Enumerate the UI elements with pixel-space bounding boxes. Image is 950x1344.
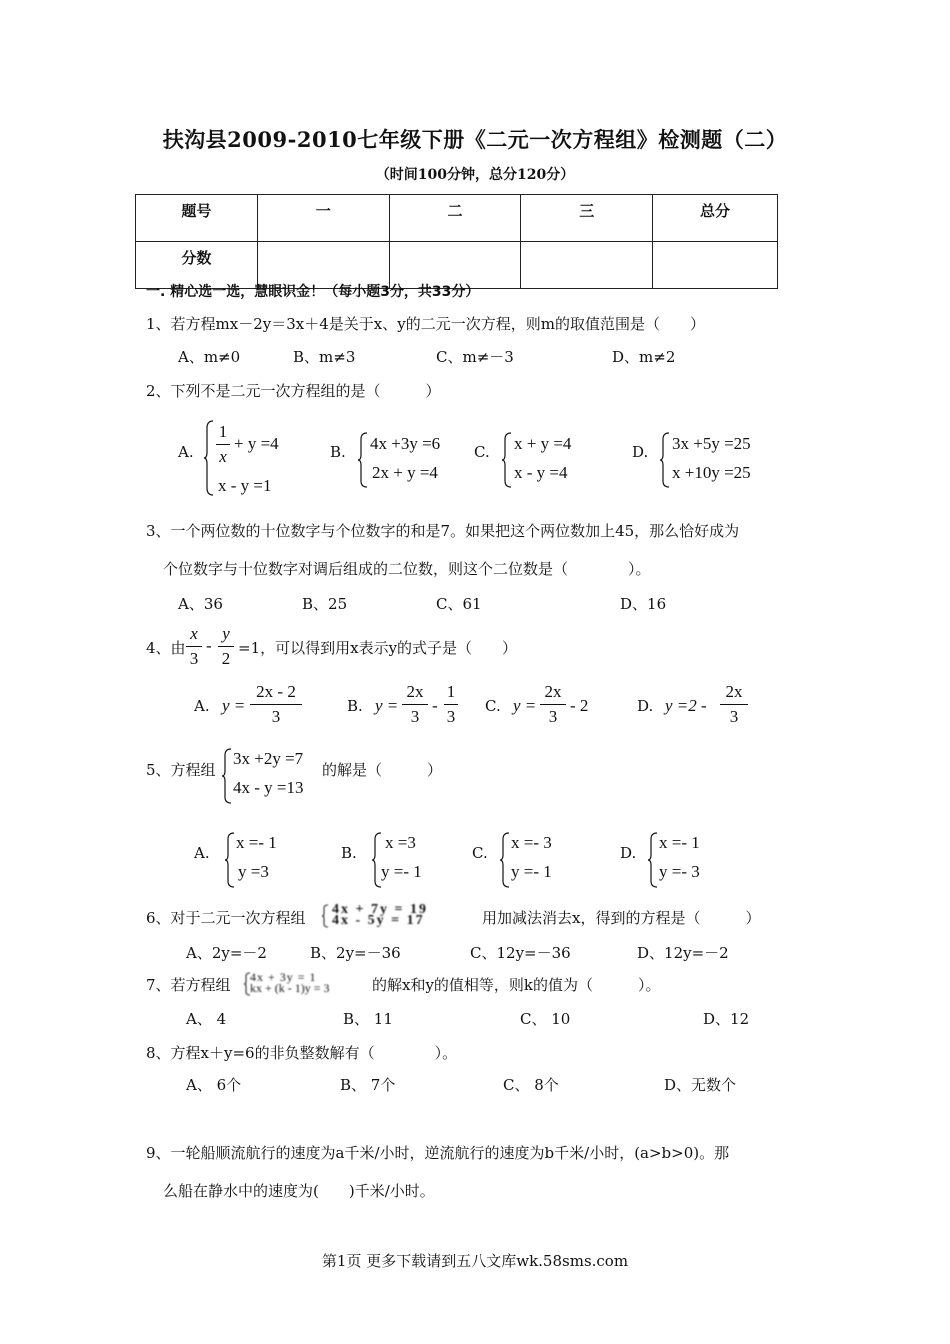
q4-d-fraction [720, 682, 748, 727]
q5-option-d-system [648, 832, 718, 888]
q2-system-c [502, 432, 592, 488]
question-5-suffix: 的解是（ ） [322, 761, 443, 779]
frac-den: 3 [548, 707, 558, 726]
q7-system [242, 972, 372, 996]
q2-b-eq1: 4x +3y =6 [370, 434, 441, 453]
q7-eq2: kx + (k - 1)y = 3 [250, 981, 330, 995]
q4-b-lhs: y = [375, 696, 399, 715]
page-subtitle: （时间100分钟，总分120分） [375, 167, 575, 183]
q4-fraction-y2 [218, 624, 234, 669]
q5-a-x: x =- 1 [236, 833, 277, 852]
frac-bar [402, 704, 428, 705]
question-3-line-1: 3、一个两位数的十位数字与个位数字的和是7。如果把这个两位数加上45，那么恰好成为 [146, 522, 740, 540]
q6-option-c: C、12y=－36 [470, 944, 571, 962]
q2-a-frac-den: x [219, 447, 227, 466]
q3-option-c: C、61 [436, 595, 482, 613]
frac-den: 3 [189, 649, 199, 668]
q5-eq1: 3x +2y =7 [233, 749, 304, 768]
q4-label-c: C. [485, 697, 501, 715]
q2-system-b [358, 432, 468, 488]
q5-option-a-system [225, 832, 295, 888]
brace-icon [222, 748, 232, 804]
q3-option-a: A、36 [178, 595, 223, 613]
brace-icon [225, 832, 235, 888]
q2-label-d: D. [632, 443, 649, 461]
q3-option-b: B、25 [302, 595, 348, 613]
frac-bar [540, 704, 566, 705]
question-6-suffix: 用加减法消去x，得到的方程是（ ） [482, 909, 761, 927]
q4-a-fraction [250, 682, 302, 727]
question-7-prefix: 7、若方程组 [146, 976, 231, 994]
question-4-suffix: =1，可以得到用x表示y的式子是（ ） [238, 639, 518, 657]
q5-b-y: y =- 1 [381, 862, 422, 881]
brace-icon [500, 832, 510, 888]
frac-bar [444, 704, 458, 705]
q5-c-y: y =- 1 [511, 862, 552, 881]
section-heading: 一. 精心选一选，慧眼识金！（每小题3分，共33分） [146, 284, 480, 300]
q2-system-a [204, 420, 304, 500]
q4-label-b: B. [347, 697, 363, 715]
q1-option-d: D、m≠2 [612, 348, 676, 366]
frac-num: 2x - 2 [256, 682, 296, 701]
q4-c-fraction [540, 682, 566, 727]
frac-den: 3 [446, 707, 456, 726]
question-9-line-2: 么船在静水中的速度为( )千米/小时。 [163, 1182, 435, 1200]
q2-label-a: A. [178, 443, 194, 461]
q5-label-c: C. [472, 844, 488, 862]
brace-icon [320, 904, 330, 928]
q6-option-d: D、12y=－2 [637, 944, 729, 962]
q4-b-fraction-1 [402, 682, 428, 727]
q2-a-eq1-rest: + y =4 [234, 434, 279, 453]
page-footer: 第1页 更多下载请到五八文库wk.58sms.com [321, 1252, 629, 1270]
frac-bar [216, 444, 230, 445]
q4-a-lhs: y = [222, 696, 246, 715]
q2-d-eq1: 3x +5y =25 [672, 434, 751, 453]
q2-a-frac-num: 1 [218, 422, 228, 441]
frac-num: y [222, 624, 230, 643]
frac-bar [250, 704, 302, 705]
q7-eq1: 4x + 3y = 1 [250, 970, 317, 984]
frac-num: 1 [446, 682, 456, 701]
q2-a-fraction [216, 422, 230, 467]
q4-c-rest: - 2 [570, 696, 589, 715]
brace-icon [204, 420, 214, 496]
q1-option-a: A、m≠0 [178, 348, 241, 366]
q8-option-b: B、 7个 [340, 1076, 396, 1094]
q5-eq2: 4x - y =13 [233, 778, 304, 797]
q4-label-a: A. [194, 697, 210, 715]
q7-option-d: D、12 [703, 1010, 750, 1028]
q4-d-lhs: y =2 - [665, 696, 707, 715]
q4-minus: - [206, 636, 212, 655]
brace-icon [502, 432, 512, 488]
q5-d-y: y =- 3 [659, 862, 700, 881]
table-cell: 三 [521, 195, 653, 242]
q5-d-x: x =- 1 [659, 833, 700, 852]
frac-num: 2x [406, 682, 424, 701]
q8-option-d: D、无数个 [664, 1076, 737, 1094]
table-cell: 总分 [653, 195, 778, 242]
q6-option-a: A、2y=－2 [186, 944, 267, 962]
q2-system-d [660, 432, 780, 488]
table-cell: 分数 [136, 242, 258, 289]
question-1: 1、若方程mx－2y＝3x＋4是关于x、y的二元一次方程，则m的取值范围是（ ） [146, 315, 705, 333]
score-input-cell[interactable] [653, 242, 778, 289]
q5-label-a: A. [194, 844, 210, 862]
frac-den: 3 [271, 707, 281, 726]
page-title: 扶沟县2009-2010七年级下册《二元一次方程组》检测题（二） [162, 127, 788, 152]
q3-option-d: D、16 [620, 595, 667, 613]
q1-option-b: B、m≠3 [293, 348, 356, 366]
table-cell: 题号 [136, 195, 258, 242]
frac-den: 3 [410, 707, 420, 726]
q4-c-lhs: y = [513, 696, 537, 715]
score-input-cell[interactable] [521, 242, 653, 289]
q2-label-b: B. [330, 443, 346, 461]
q5-option-b-system [372, 832, 442, 888]
q1-option-c: C、m≠－3 [436, 348, 514, 366]
q2-c-eq1: x + y =4 [514, 434, 572, 453]
q2-b-eq2: 2x + y =4 [372, 463, 438, 482]
question-8: 8、方程x＋y=6的非负整数解有（ ）。 [146, 1044, 458, 1062]
question-5-prefix: 5、方程组 [146, 761, 216, 779]
q5-label-d: D. [620, 844, 637, 862]
q6-eq1: 4x + 7y = 19 [332, 902, 428, 917]
table-cell: 一 [257, 195, 389, 242]
score-table [135, 194, 778, 289]
frac-num: 2x [544, 682, 562, 701]
q7-option-c: C、 10 [520, 1010, 571, 1028]
frac-den: 3 [729, 707, 739, 726]
table-row [136, 195, 778, 242]
frac-bar [186, 646, 202, 647]
brace-icon [660, 432, 670, 488]
frac-den: 2 [221, 649, 231, 668]
q4-b-fraction-2 [444, 682, 458, 727]
frac-bar [218, 646, 234, 647]
q6-option-b: B、2y=－36 [310, 944, 401, 962]
q5-system [222, 748, 322, 804]
q2-a-eq2: x - y =1 [218, 476, 272, 495]
q8-option-c: C、 8个 [503, 1076, 559, 1094]
q4-b-minus: - [432, 696, 438, 715]
table-cell: 二 [389, 195, 521, 242]
brace-icon [648, 832, 658, 888]
q5-c-x: x =- 3 [511, 833, 552, 852]
q4-label-d: D. [637, 697, 654, 715]
question-4-prefix: 4、由 [146, 639, 186, 657]
frac-num: 2x [725, 682, 743, 701]
q6-eq2: 4x - 5y = 17 [332, 913, 425, 928]
question-7-suffix: 的解x和y的值相等，则k的值为（ ）。 [372, 976, 661, 994]
q2-label-c: C. [474, 443, 490, 461]
q8-option-a: A、 6个 [186, 1076, 242, 1094]
q5-label-b: B. [341, 844, 357, 862]
frac-bar [720, 704, 748, 705]
question-9-line-1: 9、一轮船顺流航行的速度为a千米/小时，逆流航行的速度为b千米/小时，(a>b>0)。那 [146, 1144, 730, 1162]
frac-num: x [190, 624, 198, 643]
q2-c-eq2: x - y =4 [514, 463, 568, 482]
brace-icon [358, 432, 368, 488]
q7-option-a: A、 4 [186, 1010, 227, 1028]
q5-a-y: y =3 [238, 862, 269, 881]
q4-fraction-x3 [186, 624, 202, 669]
q6-system [320, 904, 480, 928]
question-2: 2、下列不是二元一次方程组的是（ ） [146, 382, 441, 400]
question-6-prefix: 6、对于二元一次方程组 [146, 909, 306, 927]
q7-option-b: B、 11 [343, 1010, 393, 1028]
q5-option-c-system [500, 832, 570, 888]
q2-d-eq2: x +10y =25 [672, 463, 751, 482]
question-3-line-2: 个位数字与十位数字对调后组成的二位数，则这个二位数是（ ）。 [163, 560, 651, 578]
q5-b-x: x =3 [385, 833, 416, 852]
